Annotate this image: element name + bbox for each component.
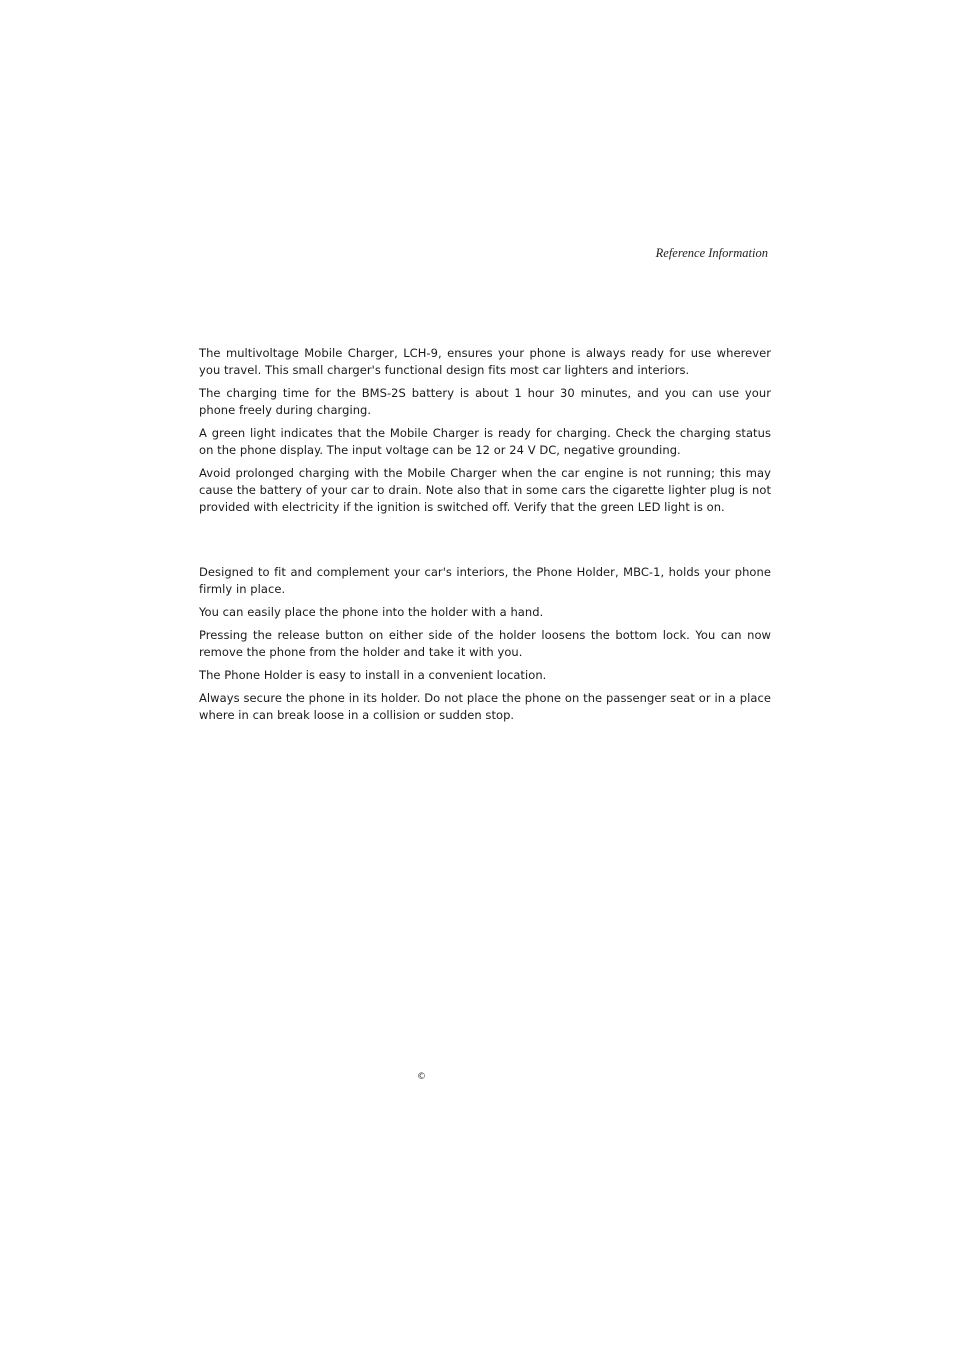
charger-paragraph-3: A green light indicates that the Mobile Charger is ready for charging. Check the charging status on the phone display. The input voltage can be 12 or 24 V DC, negative grounding. bbox=[199, 426, 771, 457]
holder-paragraph-4: The Phone Holder is easy to install in a convenient location. bbox=[199, 668, 547, 682]
holder-paragraph-2: You can easily place the phone into the holder with a hand. bbox=[199, 605, 544, 619]
running-header-title: Reference Information bbox=[655, 246, 768, 260]
holder-paragraph-1: Designed to fit and complement your car's interiors, the Phone Holder, MBC-1, holds your phone firmly in place. bbox=[199, 565, 771, 596]
holder-paragraph-3: Pressing the release button on either side of the holder loosens the bottom lock. You can now remove the phone from the holder and take it with you. bbox=[199, 628, 771, 659]
charger-paragraph-1: The multivoltage Mobile Charger, LCH-9, ensures your phone is always ready for use wherever you travel. This small charger's functional design fits most car lighters and interiors. bbox=[199, 346, 771, 377]
copyright-symbol: © bbox=[417, 1072, 426, 1082]
charger-paragraph-4: Avoid prolonged charging with the Mobile Charger when the car engine is not running; this may cause the battery of your car to drain. Note also that in some cars the cigarette lighter plug is not provided with electricity if the ignition is switched off. Verify that the green LED light is on. bbox=[199, 466, 771, 514]
charger-paragraph-2: The charging time for the BMS-2S battery is about 1 hour 30 minutes, and you can use your phone freely during charging. bbox=[199, 386, 771, 417]
phone-holder-section bbox=[199, 564, 771, 724]
mobile-charger-section bbox=[199, 345, 771, 516]
holder-paragraph-5: Always secure the phone in its holder. Do not place the phone on the passenger seat or in a place where in can break loose in a collision or sudden stop. bbox=[199, 691, 771, 722]
